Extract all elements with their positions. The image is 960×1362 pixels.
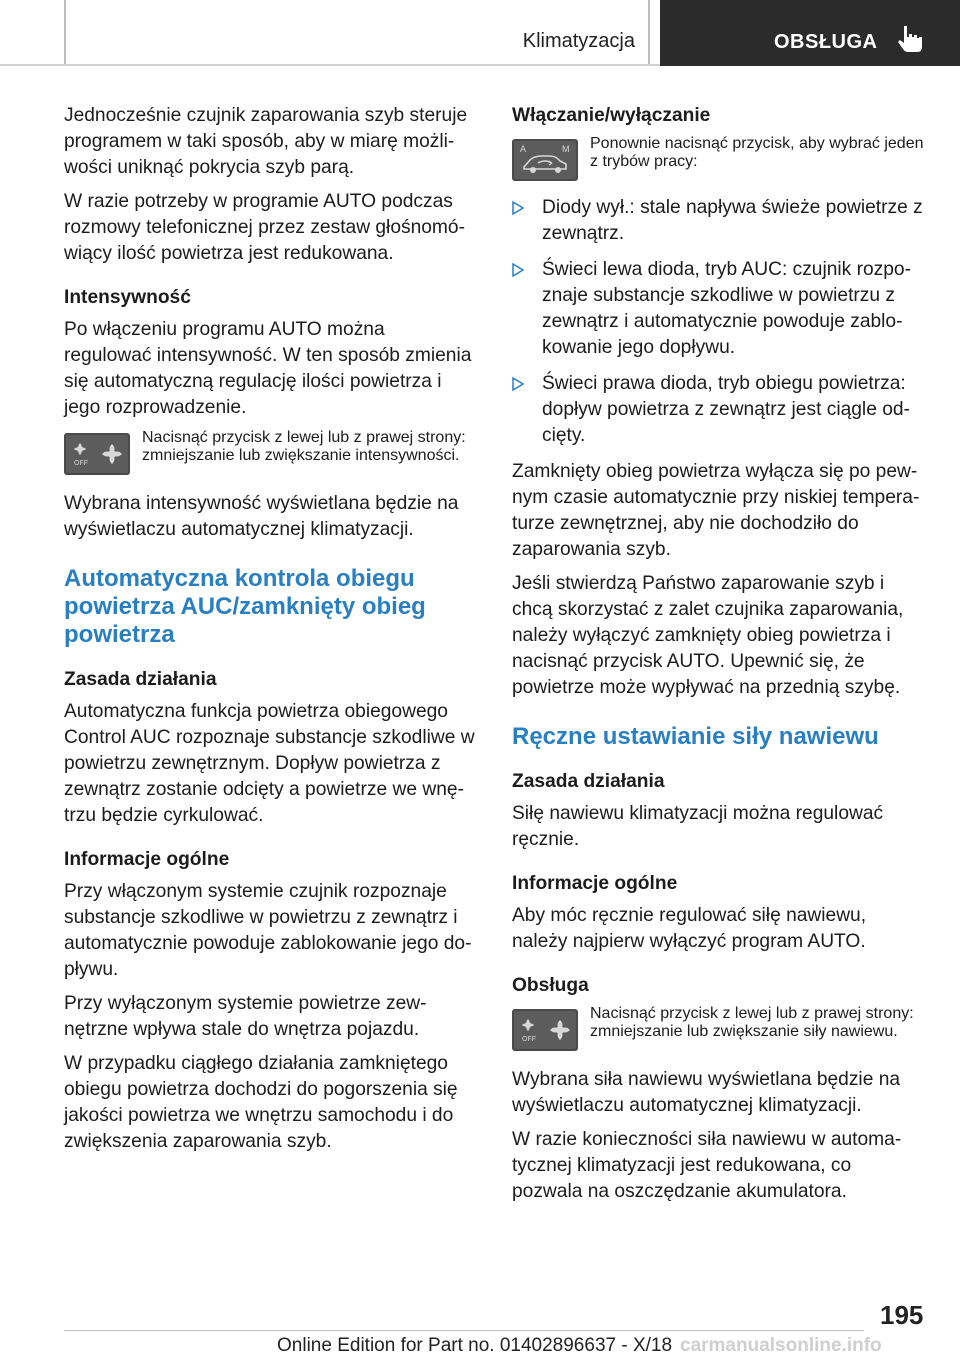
edition-text: Online Edition for Part no. 01402896637 - X/18 [277,1335,673,1356]
paragraph: Jeśli stwierdzą Państwo zaparowanie szyb i chcą skorzystać z zalet czujnika zaparowania, należy wyłączyć zamknięty obieg powietrza i nacisnąć przycisk AUTO. Upewnić się, że powietrze może wypływać na przednią szybę. [512,573,904,698]
paragraph: W razie konieczności siła nawiewu w automatycznej klimatyzacji jest redukowana, co pozwala na oszczędzanie akumulatora. [512,1129,902,1202]
button-label-off: OFF [522,1036,536,1043]
fan-button-icon [64,433,130,475]
list-item [512,195,924,247]
footer-rule [64,1330,864,1331]
mode-list [512,195,924,449]
paragraph: Wybrana siła nawiewu wyświetlana będzie na wyświetlaczu automatycznej klimatyzacji. [512,1069,901,1116]
section-heading-manual: Ręczne ustawianie siły nawiewu [512,723,879,750]
paragraph: Wybrana intensywność wyświetlana będzie na wyświetlaczu automatycznej klimatyzacji. [64,493,459,540]
paragraph: Przy włączonym systemie czujnik rozpoznaje substancje szkodliwe w powietrzu z zewnątrz i automatycznie powoduje zablokowanie jego dopływu. [64,881,472,980]
paragraph: Automatyczna funkcja powietrza obiegowego Control AUC rozpoznaje substancje szkodliwe w powietrzu zewnętrznym. Dopływ powietrza z zewnątrz zostanie odcięty a powietrze we wnętrzu będzie cyrkulować. [64,701,475,826]
heading-general: Informacje ogólne [512,873,678,894]
list-item [512,371,924,449]
paragraph: Jednocześnie czujnik zaparowania szyb steruje programem w taki sposób, aby w miarę możliwości uniknąć pokrycia szyb parą. [64,105,468,178]
chapter-block [660,0,960,66]
watermark: carmanualsonline.info [680,1335,882,1356]
paragraph: Zamknięty obieg powietrza wyłącza się po pewnym czasie automatycznie przy niskiej temperaturze zewnętrznej, aby nie dochodziło do zaparowania szyb. [512,461,920,560]
list-item-text: Świeci prawa dioda, tryb obiegu powietrza: dopływ powietrza z zewnątrz jest ciągle odcięty. [542,373,910,446]
right-column [512,103,924,1213]
button-label-off: OFF [74,460,88,467]
section-heading-auc: Automatyczna kontrola obiegu powietrza AUC/zamknięty obieg powietrza [64,565,426,648]
list-item-text: Diody wył.: stale napływa świeże powietrze z zewnątrz. [542,197,923,244]
paragraph: Przy wyłączonym systemie powietrze zewnętrzne wpływa stale do wnętrza pojazdu. [64,993,427,1040]
paragraph: Aby móc ręcznie regulować siłę nawiewu, należy najpierw wyłączyć program AUTO. [512,905,867,952]
heading-principle: Zasada działania [512,771,665,792]
heading-intensity: Intensywność [64,287,191,308]
paragraph: W razie potrzeby w programie AUTO podczas rozmowy telefonicznej przez zestaw głośnomówiący ilość powietrza jest redukowana. [64,191,465,264]
icon-description: Ponownie nacisnąć przycisk, aby wybrać jeden z trybów pracy: [590,135,924,170]
triangle-bullet-icon [512,377,524,391]
button-label-a: A [520,144,527,154]
chapter-title: OBSŁUGA [774,31,878,53]
triangle-bullet-icon [512,263,524,277]
recirculation-button-instruction [512,135,924,181]
triangle-bullet-icon [512,201,524,215]
pointing-hand-icon [896,24,924,54]
button-label-m: M [562,144,570,154]
paragraph: Po włączeniu programu AUTO można regulować intensywność. W ten sposób zmienia się automatyczną regulację ilości powietrza i jego rozprowadzenie. [64,319,472,418]
heading-onoff: Włączanie/wyłączanie [512,105,711,126]
paragraph: W przypadku ciągłego działania zamkniętego obiegu powietrza dochodzi do pogorszenia się jakości powietrza we wnętrzu samochodu i do zwiększenia zaparowania szyb. [64,1053,458,1152]
heading-principle: Zasada działania [64,669,217,690]
icon-description: Nacisnąć przycisk z lewej lub z prawej strony: zmniejszanie lub zwiększanie siły nawiewu. [590,1005,914,1040]
section-title: Klimatyzacja [522,30,635,52]
paragraph: Siłę nawiewu klimatyzacji można regulować ręcznie. [512,803,884,850]
list-item-text: Świeci lewa dioda, tryb AUC: czujnik rozpoznaje substancje szkodliwe w powietrzu z zewnątrz i automatycznie powoduje zablokowanie jego dopływu. [542,259,911,358]
fan-button-instruction [64,429,476,475]
recirculation-button-icon [512,139,578,181]
page-number: 195 [880,1300,924,1330]
heading-general: Informacje ogólne [64,849,230,870]
left-column [64,103,476,1163]
list-item [512,257,924,361]
fan-button-icon [512,1009,578,1051]
fan-button-instruction [512,1005,924,1051]
heading-operation: Obsługa [512,975,589,996]
icon-description: Nacisnąć przycisk z lewej lub z prawej strony: zmniejszanie lub zwiększanie intensywności. [142,429,466,464]
